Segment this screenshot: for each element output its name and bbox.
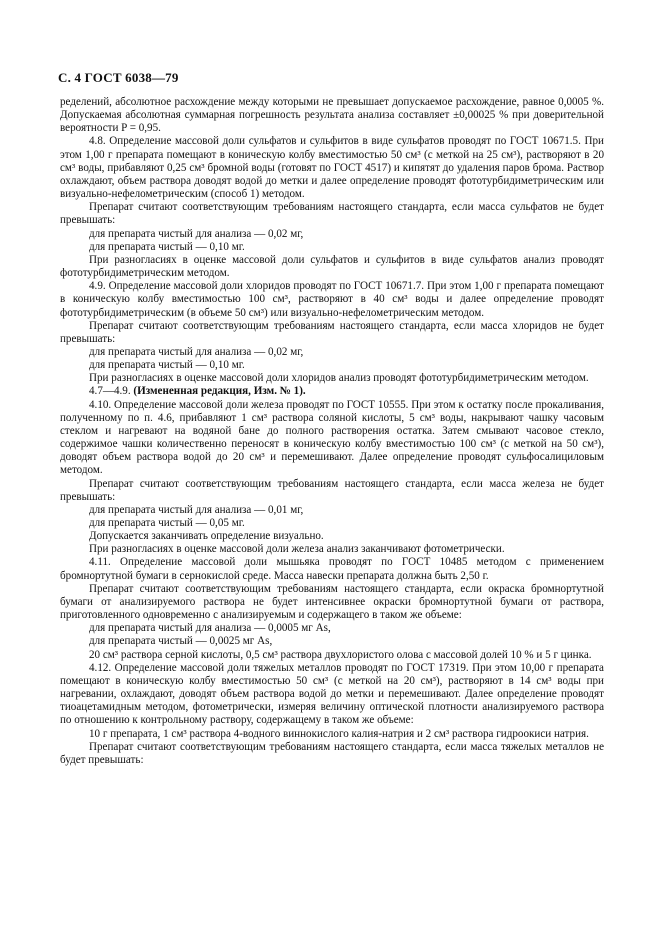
list-item: для препарата чистый — 0,10 мг. bbox=[89, 359, 245, 372]
amendment-note bbox=[60, 385, 604, 398]
list-item: для препарата чистый — 0,05 мг. bbox=[89, 517, 245, 529]
list-item: для препарата чистый для анализа — 0,01 мг, bbox=[89, 503, 304, 516]
document-body bbox=[60, 96, 604, 767]
paragraph: При разногласиях в оценке массовой доли железа анализ заканчивают фотометрически. bbox=[89, 543, 505, 556]
section-4-11: 4.11. Определение массовой доли мышьяка проводят по ГОСТ 10485 методом с применением бромнортутной бумаги в сернокислой среде. Масса навески препарата должна быть 2,50 г. bbox=[60, 556, 604, 582]
list-item: для препарата чистый — 0,0025 мг As, bbox=[89, 635, 273, 648]
list-item: для препарата чистый — 0,10 мг. bbox=[89, 240, 245, 253]
paragraph: Допускается заканчивать определение визуально. bbox=[89, 530, 324, 543]
page-header: С. 4 ГОСТ 6038—79 bbox=[58, 70, 179, 85]
paragraph: Препарат считают соответствующим требованиям настоящего стандарта, если масса хлоридов не будет превышать: bbox=[60, 319, 604, 345]
amendment-label: (Измененная редакция, Изм. № 1). bbox=[133, 385, 306, 398]
paragraph: При разногласиях в оценке массовой доли хлоридов анализ проводят фототурбидиметрическим методом. bbox=[89, 372, 589, 385]
paragraph: При разногласиях в оценке массовой доли сульфатов и сульфитов в виде сульфатов анализ проводят фототурбидиметрическим методом. bbox=[60, 253, 604, 280]
section-4-10: 4.10. Определение массовой доли железа проводят по ГОСТ 10555. При этом к остатку после прокаливания, полученному по п. 4.6, прибавляют 1 см³ раствора соляной кислоты, 5 см³ воды, накрывают чашку часовым стеклом и нагревают на водяной бане до полного растворения остатка. Затем смывают часовое стекло, содержимое чашки количественно переносят в коническую колбу вместимостью 100 см³ (с меткой на 50 см³), доводят объем раствора водой до 20 см³ и перемешивают. Далее определение проводят сульфосалициловым методом. bbox=[60, 398, 604, 477]
paragraph: 10 г препарата, 1 см³ раствора 4-водного виннокислого калия-натрия и 2 см³ раствора гидроокиси натрия. bbox=[89, 727, 589, 740]
paragraph: Препарат считают соответствующим требованиям настоящего стандарта, если масса железа не будет превышать: bbox=[60, 477, 604, 503]
paragraph: ределений, абсолютное расхождение между которыми не превышает допускаемое расхождение, равное 0,0005 %. Допускаемая абсолютная суммарная погрешность результата анализа составляет ±0,00025 % при доверительной вероятности P = 0,95. bbox=[60, 96, 604, 135]
section-4-12: 4.12. Определение массовой доли тяжелых металлов проводят по ГОСТ 17319. При этом 10,00 г препарата помещают в коническую колбу вместимостью 50 см³ (с меткой на 20 см³), растворяют в 14 см³ воды при нагревании, охлаждают, доводят объем раствора водой до метки и перемешивают. Далее определение проводят тиоацетамидным методом, фотометрически, измеряя величину оптической плотности анализируемого раствора по отношению к контрольному раствору, содержащему в таком же объеме: bbox=[60, 661, 604, 727]
paragraph: 20 см³ раствора серной кислоты, 0,5 см³ раствора двухлористого олова с массовой долей 10 % и 5 г цинка. bbox=[89, 648, 592, 661]
paragraph: Препарат считают соответствующим требованиям настоящего стандарта, если масса тяжелых металлов не будет превышать: bbox=[60, 740, 604, 766]
list-item: для препарата чистый для анализа — 0,0005 мг As, bbox=[89, 622, 331, 635]
amendment-range: 4.7—4.9. bbox=[89, 385, 134, 398]
paragraph: Препарат считают соответствующим требованиям настоящего стандарта, если масса сульфатов не будет превышать: bbox=[60, 201, 604, 227]
paragraph: Препарат считают соответствующим требованиям настоящего стандарта, если окраска бромнортутной бумаги от анализируемого раствора не будет интенсивнее окраски бромнортутной бумаги от раствора, приготовленного одновременно с анализируемым и содержащего в таком же объеме: bbox=[60, 582, 604, 622]
list-item: для препарата чистый для анализа — 0,02 мг, bbox=[89, 227, 304, 240]
section-4-9: 4.9. Определение массовой доли хлоридов проводят по ГОСТ 10671.7. При этом 1,00 г препарата помещают в коническую колбу вместимостью 100 см³, растворяют в 40 см³ воды и далее определение проводят фототурбидиметрическим (в объеме 50 см³) или визуально-нефелометрическим методом. bbox=[60, 280, 604, 319]
list-item: для препарата чистый для анализа — 0,02 мг, bbox=[89, 345, 304, 358]
section-4-8: 4.8. Определение массовой доли сульфатов и сульфитов в виде сульфатов проводят по ГОСТ 10671.5. При этом 1,00 г препарата помещают в коническую колбу вместимостью 50 см³ (с меткой на 25 см³), растворяют в 20 см³ воды, прибавляют 0,25 см³ бромной воды (готовят по ГОСТ 4517) и кипятят до удаления паров брома. Раствор охлаждают, объем раствора доводят водой до метки и далее определение проводят фототурбидиметрическим или визуально-нефелометрическим (способ 1) методом. bbox=[60, 135, 604, 201]
